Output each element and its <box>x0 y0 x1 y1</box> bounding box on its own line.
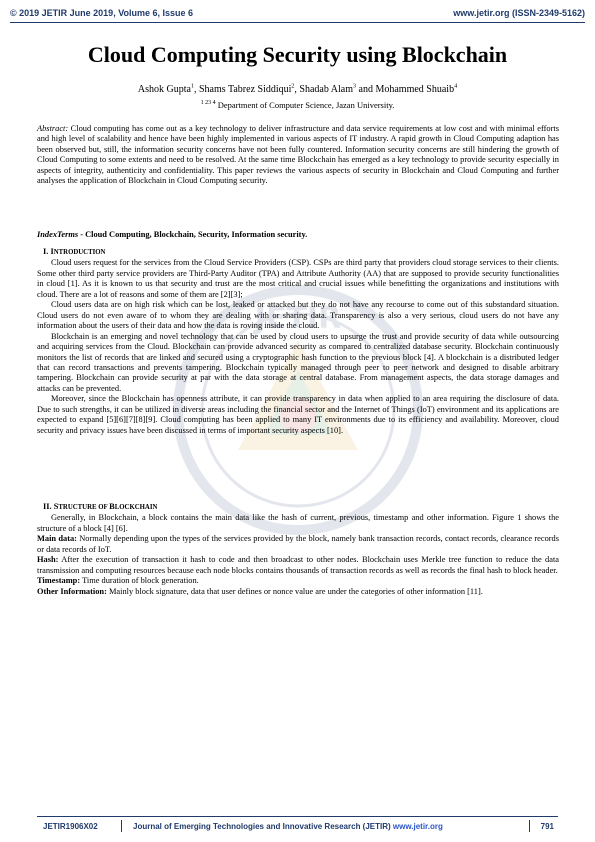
abstract <box>37 124 559 187</box>
intro-paragraph-1: Cloud users request for the services from the Cloud Service Providers (CSP). CSPs are third party that providers cloud storage services to their clients. Some other third party service providers are Third-Party Auditor (TPA) and Attribute Authority (AA) that are supposed to provide security functionalities in cloud [1]. As it is known to us that security and trust are the most critical and crucial issues while benefitting the organizations and institutions with cloud. There are a lot of reasons and some of them are [2][3]; <box>37 258 559 299</box>
running-header <box>10 8 585 20</box>
intro-paragraph-3: Blockchain is an emerging and novel technology that can be used by cloud users to upsurge the trust and provide security of data while outsourcing and acquiring services from the Cloud. Blockchain can provide advanced security as compared to centralized database security. Blockchain continuously monitors the list of records that are linked and secured using a cryptographic hash function to the previous block [4]. A blockchain is a distributed ledger that can record transactions and prevents tampering. Blockchain typically managed through peer to peer network and designed to disable arbitrary tampering. Blockchain can provide security at par with the data storage at central database. From management aspects, the data storage damages and attacks can be prevented. <box>37 331 559 393</box>
header-website[interactable]: www.jetir.org (ISSN-2349-5162) <box>453 8 585 18</box>
paper-title: Cloud Computing Security using Blockchain <box>87 42 508 67</box>
author-1: Ashok Gupta <box>137 84 191 95</box>
footer-journal: Journal of Emerging Technologies and Innovative Research (JETIR) www.jetir.org <box>133 822 443 831</box>
index-terms-label: IndexTerms <box>37 230 79 239</box>
index-terms-text: - Cloud Computing, Blockchain, Security, Information security. <box>78 230 308 239</box>
affiliation: $^{1 23 4}$ Department of Computer Science, Jazan University. <box>200 100 395 110</box>
other-information-item: Other Information: Mainly block signature, data that user defines or nonce value are under the categories of other information [11]. <box>37 586 483 596</box>
abstract-label: Abstract: <box>37 124 69 133</box>
abstract-text: Cloud computing has come out as a key technology to deliver infrastructure and data service requirements at low cost and with minimal efforts and high level of scalability and hence have been highly implemented in various aspects of IT industry. A rapid growth in Cloud Computing adaption has been observed but, still, the information security concerns have not been fully countered. Information security concerns are still hindering the growth of Cloud Computing to some extents and need to be resolved. At the same time Blockchain has emerged as a key technology to provide security especially in aspects of integrity, authenticity and confidentiality. This paper reviews the various aspects of security in Blockchain and Cloud Computing and further analyses the application of Blockchain in Cloud Computing security. <box>37 124 559 186</box>
structure-paragraph-1: Generally, in Blockchain, a block contains the main data like the hash of current, previous, timestamp and other information. Figure 1 shows the structure of a block [4] [6]. <box>37 513 559 533</box>
header-journal-info: © 2019 JETIR June 2019, Volume 6, Issue 6 <box>10 8 194 18</box>
footer-rule <box>37 816 558 817</box>
hash-item: Hash: After the execution of transaction it hash to code and then broadcast to other nodes. Blockchain uses Merkle tree function to reduce the data transmission and computing resources because each node blocks contains thousands of transaction records as well as records the final hash to block header. <box>37 555 559 575</box>
author-2: , Shams Tabrez Siddiqui <box>193 84 292 95</box>
footer-separator <box>529 820 530 832</box>
intro-paragraph-2: Cloud users data are on high risk which can be lost, leaked or attacked but they do not have any recourse to come out of this substandard situation. Cloud users do not even aware of to whom they are dealing with or sharing data. Transparency is also a very serious, cloud users do not have any information about the users of their data and how the data is roving inside the cloud. <box>37 300 559 331</box>
section-introduction <box>37 247 559 436</box>
main-data-item: Main data: Normally depending upon the types of the services provided by the block, namely bank transaction records, contact records, clearance records or data records of IoT. <box>37 534 559 554</box>
header-rule <box>10 22 585 23</box>
footer-separator <box>121 820 122 832</box>
author-list: Ashok Gupta$^1$, Shams Tabrez Siddiqui$^2$, Shadab Alam$^3$ and Mohammed Shuaib$^4$ <box>137 83 458 95</box>
footer-paper-id: JETIR1906X02 <box>43 822 98 831</box>
section-heading-structure: II. STRUCTURE OF BLOCKCHAIN <box>43 502 158 511</box>
section-heading-introduction: I. INTRODUCTION <box>43 247 106 256</box>
section-structure-of-blockchain <box>37 502 559 597</box>
footer-link[interactable]: www.jetir.org <box>392 822 443 831</box>
page-number: 791 <box>540 822 554 831</box>
timestamp-item: Timestamp: Time duration of block generation. <box>37 576 199 586</box>
index-terms <box>37 230 559 240</box>
author-4: and Mohammed Shuaib <box>356 84 455 95</box>
watermark-text: JETIR <box>254 301 342 336</box>
intro-paragraph-4: Moreover, since the Blockchain has openness attribute, it can provide transparency in data when applied to an area requiring the disclosure of data. Due to such strengths, it can be utilized in diverse areas including the financial sector and the Internet of Things (IoT) environment and its applications are expected to expand [5][6][7][8][9]. Cloud computing has been applied to many IT environments due to its efficiency and availability. Moreover, cloud security and privacy issues have been discussed in terms of important security aspects [10]. <box>37 394 559 435</box>
author-3: , Shadab Alam <box>294 84 354 95</box>
